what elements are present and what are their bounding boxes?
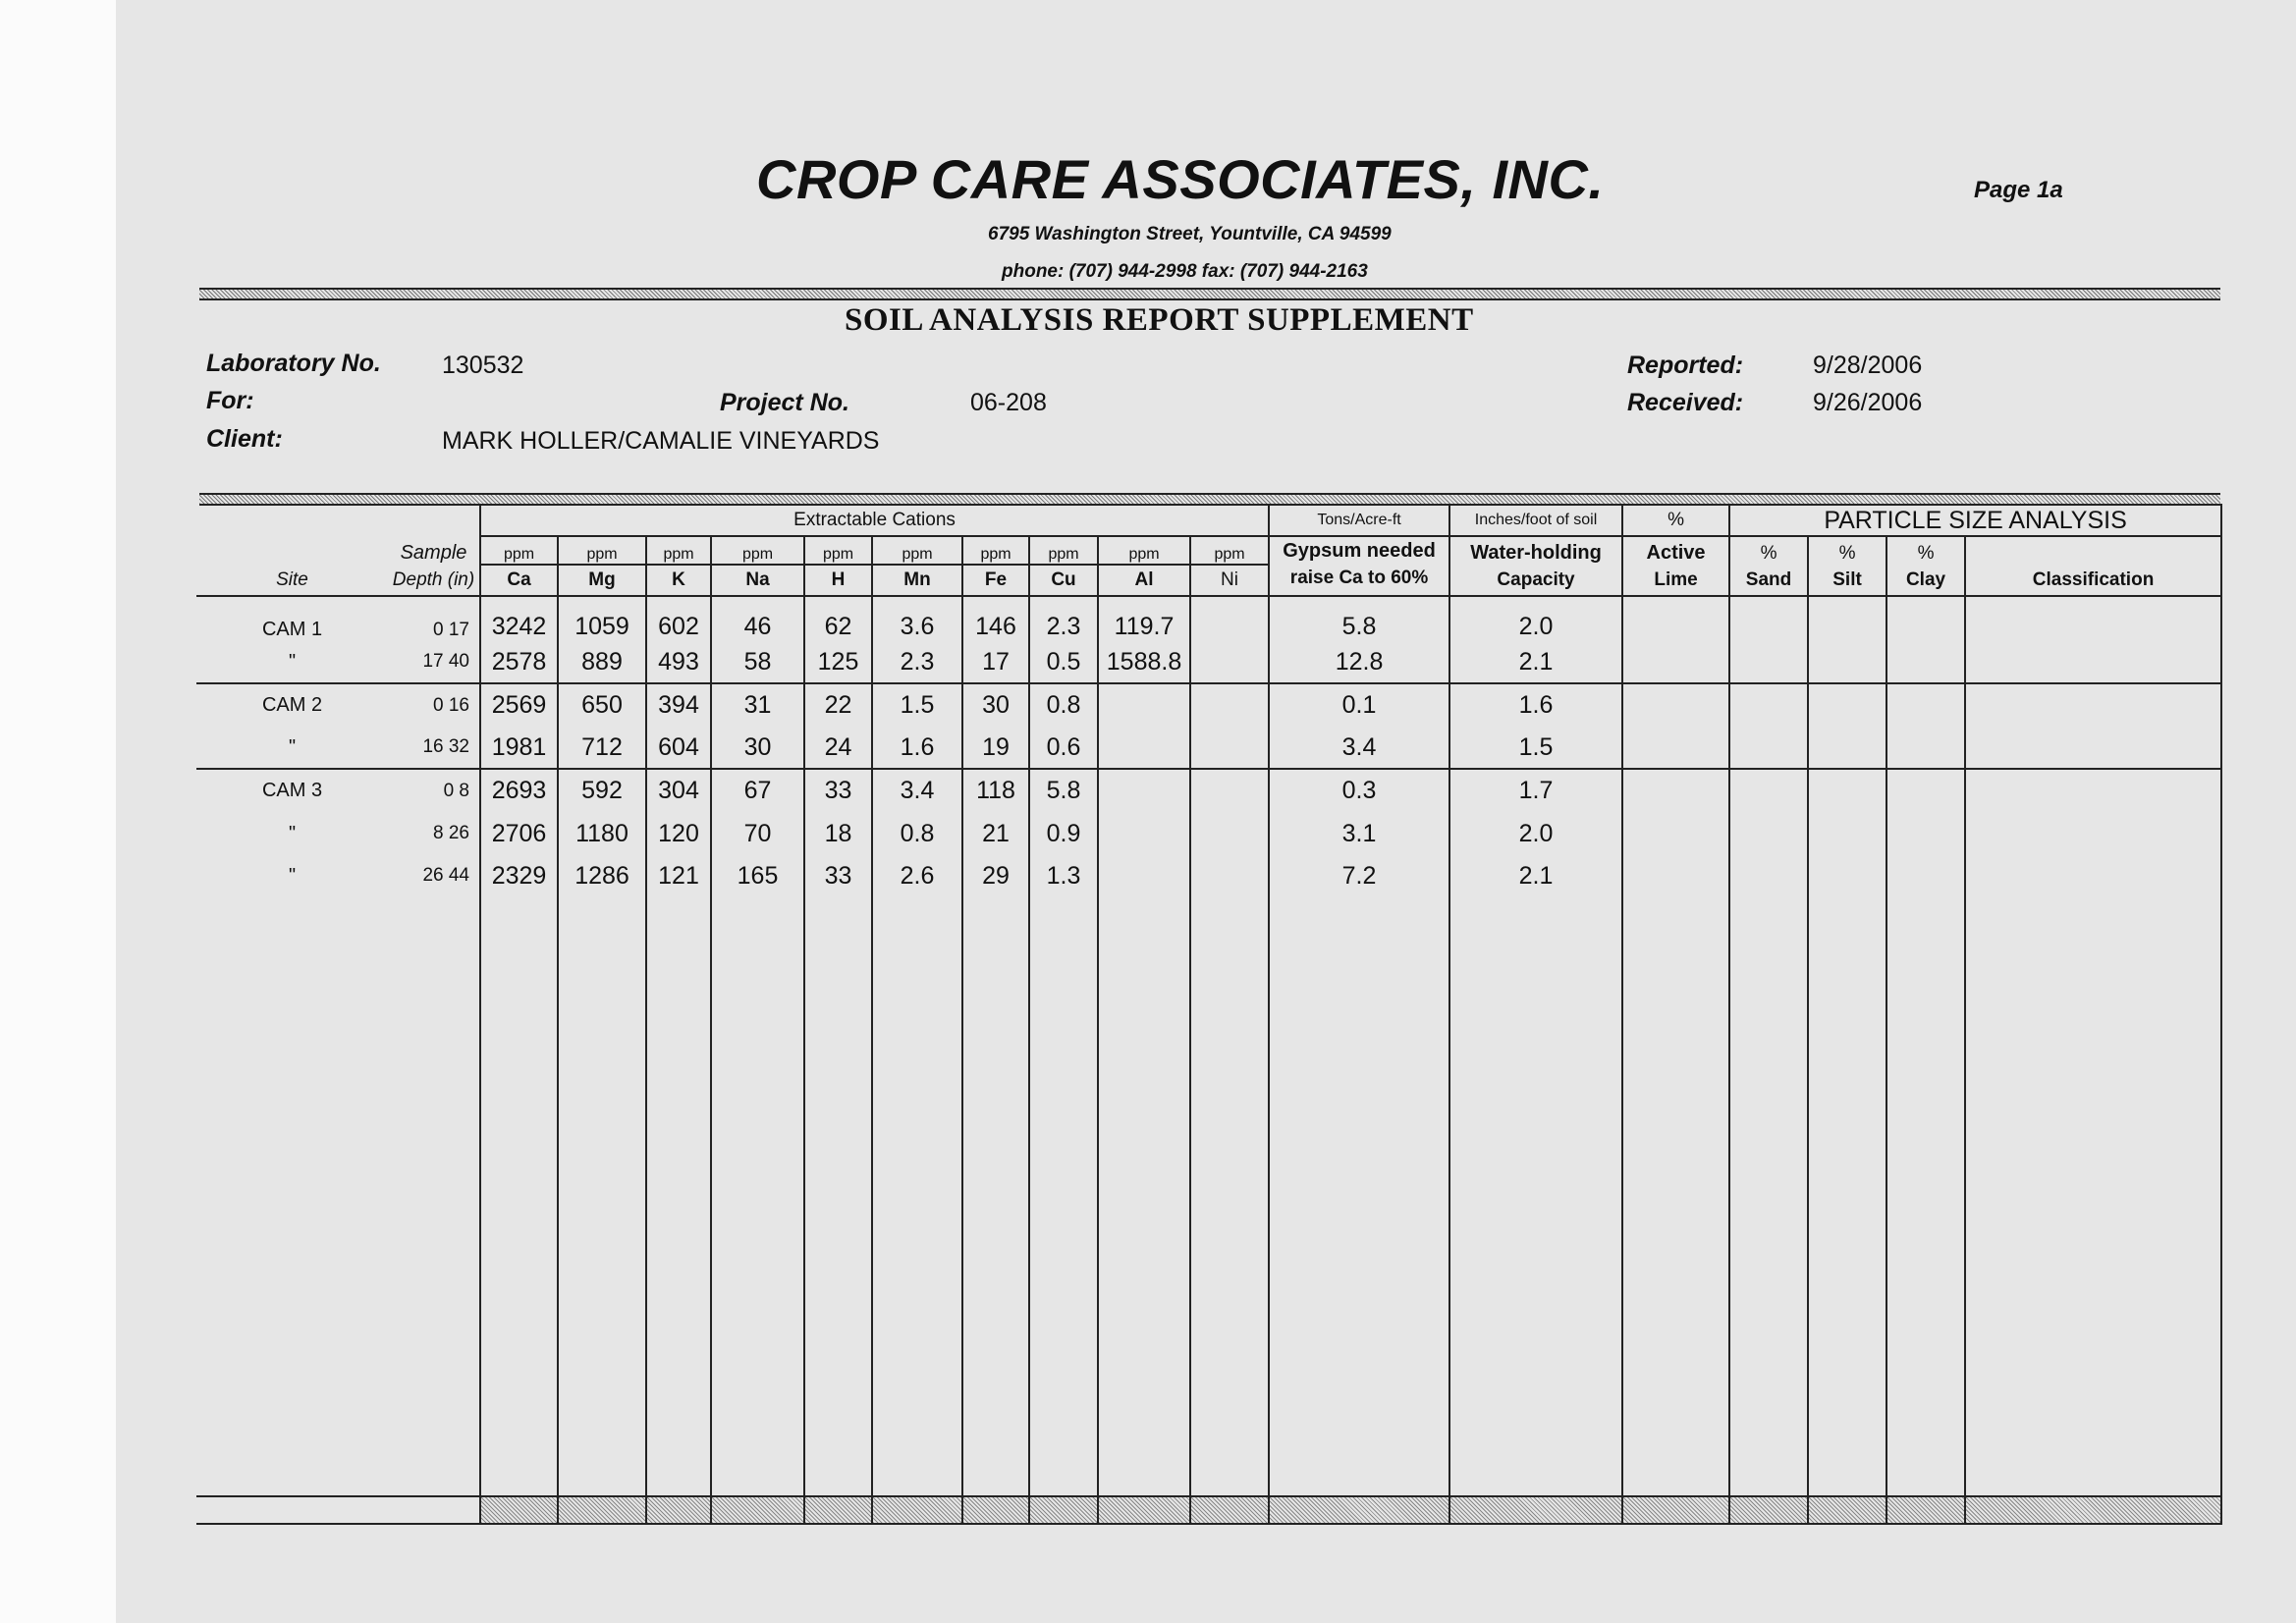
mn-cell: 0.8 (872, 812, 962, 855)
na-cell: 67 (711, 769, 804, 812)
client-label: Client: (206, 425, 283, 453)
depth-cell: 0 8 (443, 780, 469, 801)
al-cell (1098, 812, 1190, 855)
cu-cell: 2.3 (1029, 596, 1098, 641)
cation-header-k: K (646, 565, 711, 596)
depth-cell: 8 26 (433, 823, 469, 843)
h-cell: 33 (804, 769, 872, 812)
cation-header-h: H (804, 565, 872, 596)
al-cell (1098, 855, 1190, 896)
cation-header-cu: Cu (1029, 565, 1098, 596)
fe-cell: 29 (962, 855, 1029, 896)
ni-cell (1190, 641, 1269, 683)
mn-cell: 1.5 (872, 683, 962, 727)
fe-cell: 146 (962, 596, 1029, 641)
depth-cell: 16 32 (388, 727, 480, 769)
k-cell: 304 (646, 769, 711, 812)
k-cell: 604 (646, 727, 711, 769)
fe-cell: 30 (962, 683, 1029, 727)
gypsum-cell: 5.8 (1269, 596, 1449, 641)
fe-cell: 118 (962, 769, 1029, 812)
cation-header-fe: Fe (962, 565, 1029, 596)
lab-no-label: Laboratory No. (206, 350, 381, 377)
extractable-cations-header: Extractable Cations (480, 505, 1269, 536)
ppm-cu: ppm (1029, 536, 1098, 565)
al-cell (1098, 769, 1190, 812)
mg-cell: 712 (558, 727, 646, 769)
table-row (196, 641, 2221, 683)
gypsum-cell: 0.3 (1269, 769, 1449, 812)
ppm-mg: ppm (558, 536, 646, 565)
cation-header-ni: Ni (1190, 565, 1269, 596)
percent-header: % (1622, 505, 1729, 536)
classification-header: Classification (1965, 565, 2221, 596)
mn-cell: 3.4 (872, 769, 962, 812)
mg-cell: 889 (558, 641, 646, 683)
depth-cell: 0 17 (433, 620, 469, 640)
gypsum-cell: 12.8 (1269, 641, 1449, 683)
h-cell: 18 (804, 812, 872, 855)
gypsum-cell: 3.1 (1269, 812, 1449, 855)
k-cell: 120 (646, 812, 711, 855)
gypsum-cell: 0.1 (1269, 683, 1449, 727)
ppm-k: ppm (646, 536, 711, 565)
gypsum-cell: 7.2 (1269, 855, 1449, 896)
al-cell (1098, 683, 1190, 727)
gypsum-header-3 (1269, 565, 1449, 596)
company-address: 6795 Washington Street, Yountville, CA 94599 (988, 224, 1392, 244)
mg-cell: 1286 (558, 855, 646, 896)
table-row (196, 812, 2221, 855)
table-row (196, 769, 2221, 812)
ni-cell (1190, 727, 1269, 769)
cu-cell: 0.8 (1029, 683, 1098, 727)
fe-cell: 17 (962, 641, 1029, 683)
na-cell: 30 (711, 727, 804, 769)
clay-header-1: % (1886, 536, 1965, 565)
water-cell: 2.0 (1449, 812, 1622, 855)
site-cell: " (196, 727, 388, 769)
reported-label: Reported: (1627, 352, 1744, 379)
soil-analysis-table (196, 504, 2222, 1525)
lab-no-value: 130532 (442, 352, 524, 379)
water-header-1: Water-holding (1449, 536, 1622, 565)
ni-cell (1190, 683, 1269, 727)
clay-header-2: Clay (1886, 565, 1965, 596)
k-cell: 394 (646, 683, 711, 727)
site-cell: CAM 2 (261, 694, 323, 716)
table-row (196, 727, 2221, 769)
k-cell: 602 (646, 596, 711, 641)
ppm-mn: ppm (872, 536, 962, 565)
company-name: CROP CARE ASSOCIATES, INC. (756, 148, 1605, 210)
company-phone-fax: phone: (707) 944-2998 fax: (707) 944-2163 (1002, 261, 1368, 282)
na-cell: 31 (711, 683, 804, 727)
header-row-2 (196, 536, 2221, 565)
sand-header-2: Sand (1729, 565, 1808, 596)
al-cell: 119.7 (1098, 596, 1190, 641)
depth-cell: 0 16 (433, 694, 469, 716)
client-value: MARK HOLLER/CAMALIE VINEYARDS (442, 427, 880, 455)
ca-cell: 2706 (480, 812, 558, 855)
project-no-value: 06-208 (970, 389, 1047, 416)
water-cell: 2.1 (1449, 855, 1622, 896)
fe-cell: 21 (962, 812, 1029, 855)
ppm-ca: ppm (480, 536, 558, 565)
fe-cell: 19 (962, 727, 1029, 769)
na-cell: 46 (711, 596, 804, 641)
silt-header-2: Silt (1808, 565, 1886, 596)
empty-space-row (196, 896, 2221, 1496)
received-label: Received: (1627, 389, 1744, 416)
particle-size-header: PARTICLE SIZE ANALYSIS (1729, 505, 2221, 536)
ni-cell (1190, 769, 1269, 812)
mg-cell: 592 (558, 769, 646, 812)
ppm-na: ppm (711, 536, 804, 565)
tons-acre-header: Tons/Acre-ft (1269, 505, 1449, 536)
site-cell: CAM 1 (261, 619, 323, 640)
ca-cell: 3242 (480, 596, 558, 641)
water-cell: 1.7 (1449, 769, 1622, 812)
mn-cell: 3.6 (872, 596, 962, 641)
al-cell: 1588.8 (1098, 641, 1190, 683)
mn-cell: 2.6 (872, 855, 962, 896)
lime-header-1: Active (1622, 536, 1729, 565)
water-cell: 2.0 (1449, 596, 1622, 641)
ca-cell: 2569 (480, 683, 558, 727)
cu-cell: 1.3 (1029, 855, 1098, 896)
site-header: Site (196, 565, 388, 596)
header-divider (199, 288, 2220, 300)
site-cell: " (288, 864, 297, 887)
h-cell: 62 (804, 596, 872, 641)
gypsum-header-3-text: raise Ca to 60% (1289, 567, 1429, 588)
site-cell: " (288, 822, 297, 844)
ppm-al: ppm (1098, 536, 1190, 565)
lime-header-2: Lime (1622, 565, 1729, 596)
ppm-h: ppm (804, 536, 872, 565)
site-cell: " (196, 641, 388, 683)
mg-cell: 650 (558, 683, 646, 727)
ca-cell: 2578 (480, 641, 558, 683)
na-cell: 165 (711, 855, 804, 896)
ni-cell (1190, 855, 1269, 896)
na-cell: 70 (711, 812, 804, 855)
h-cell: 33 (804, 855, 872, 896)
mn-cell: 2.3 (872, 641, 962, 683)
cation-header-na: Na (711, 565, 804, 596)
ca-cell: 2693 (480, 769, 558, 812)
reported-date: 9/28/2006 (1813, 352, 1923, 379)
site-cell: CAM 3 (261, 780, 323, 801)
mg-cell: 1059 (558, 596, 646, 641)
ppm-fe: ppm (962, 536, 1029, 565)
report-title: SOIL ANALYSIS REPORT SUPPLEMENT (845, 302, 1474, 338)
page-number: Page 1a (1974, 177, 2063, 203)
depth-header: Depth (in) (388, 565, 480, 596)
scan-margin (0, 0, 116, 1623)
k-cell: 121 (646, 855, 711, 896)
h-cell: 24 (804, 727, 872, 769)
cation-header-ca: Ca (480, 565, 558, 596)
gypsum-header-1: Gypsum needed (1269, 536, 1449, 565)
h-cell: 125 (804, 641, 872, 683)
water-header-2: Capacity (1449, 565, 1622, 596)
gypsum-cell: 3.4 (1269, 727, 1449, 769)
na-cell: 58 (711, 641, 804, 683)
depth-cell: 26 44 (422, 865, 469, 886)
h-cell: 22 (804, 683, 872, 727)
ni-cell (1190, 596, 1269, 641)
depth-cell: 17 40 (388, 641, 480, 683)
mg-cell: 1180 (558, 812, 646, 855)
water-cell: 2.1 (1449, 641, 1622, 683)
ca-cell: 2329 (480, 855, 558, 896)
al-cell (1098, 727, 1190, 769)
sand-header-1: % (1729, 536, 1808, 565)
header-row-1 (196, 505, 2221, 536)
ppm-ni: ppm (1190, 536, 1269, 565)
sample-header: Sample (400, 542, 467, 564)
k-cell: 493 (646, 641, 711, 683)
table-row (196, 596, 2221, 641)
silt-header-1: % (1808, 536, 1886, 565)
cu-cell: 0.9 (1029, 812, 1098, 855)
water-cell: 1.5 (1449, 727, 1622, 769)
table-row (196, 683, 2221, 727)
cu-cell: 0.5 (1029, 641, 1098, 683)
cation-header-mg: Mg (558, 565, 646, 596)
cu-cell: 0.6 (1029, 727, 1098, 769)
ni-cell (1190, 812, 1269, 855)
for-label: For: (206, 387, 254, 414)
cation-header-mn: Mn (872, 565, 962, 596)
table-footer-band (196, 1496, 2221, 1524)
cu-cell: 5.8 (1029, 769, 1098, 812)
received-date: 9/26/2006 (1813, 389, 1923, 416)
cation-header-al: Al (1098, 565, 1190, 596)
mn-cell: 1.6 (872, 727, 962, 769)
ca-cell: 1981 (480, 727, 558, 769)
water-cell: 1.6 (1449, 683, 1622, 727)
header-row-3 (196, 565, 2221, 596)
project-no-label: Project No. (720, 389, 849, 416)
table-row (196, 855, 2221, 896)
inches-foot-header: Inches/foot of soil (1449, 505, 1622, 536)
